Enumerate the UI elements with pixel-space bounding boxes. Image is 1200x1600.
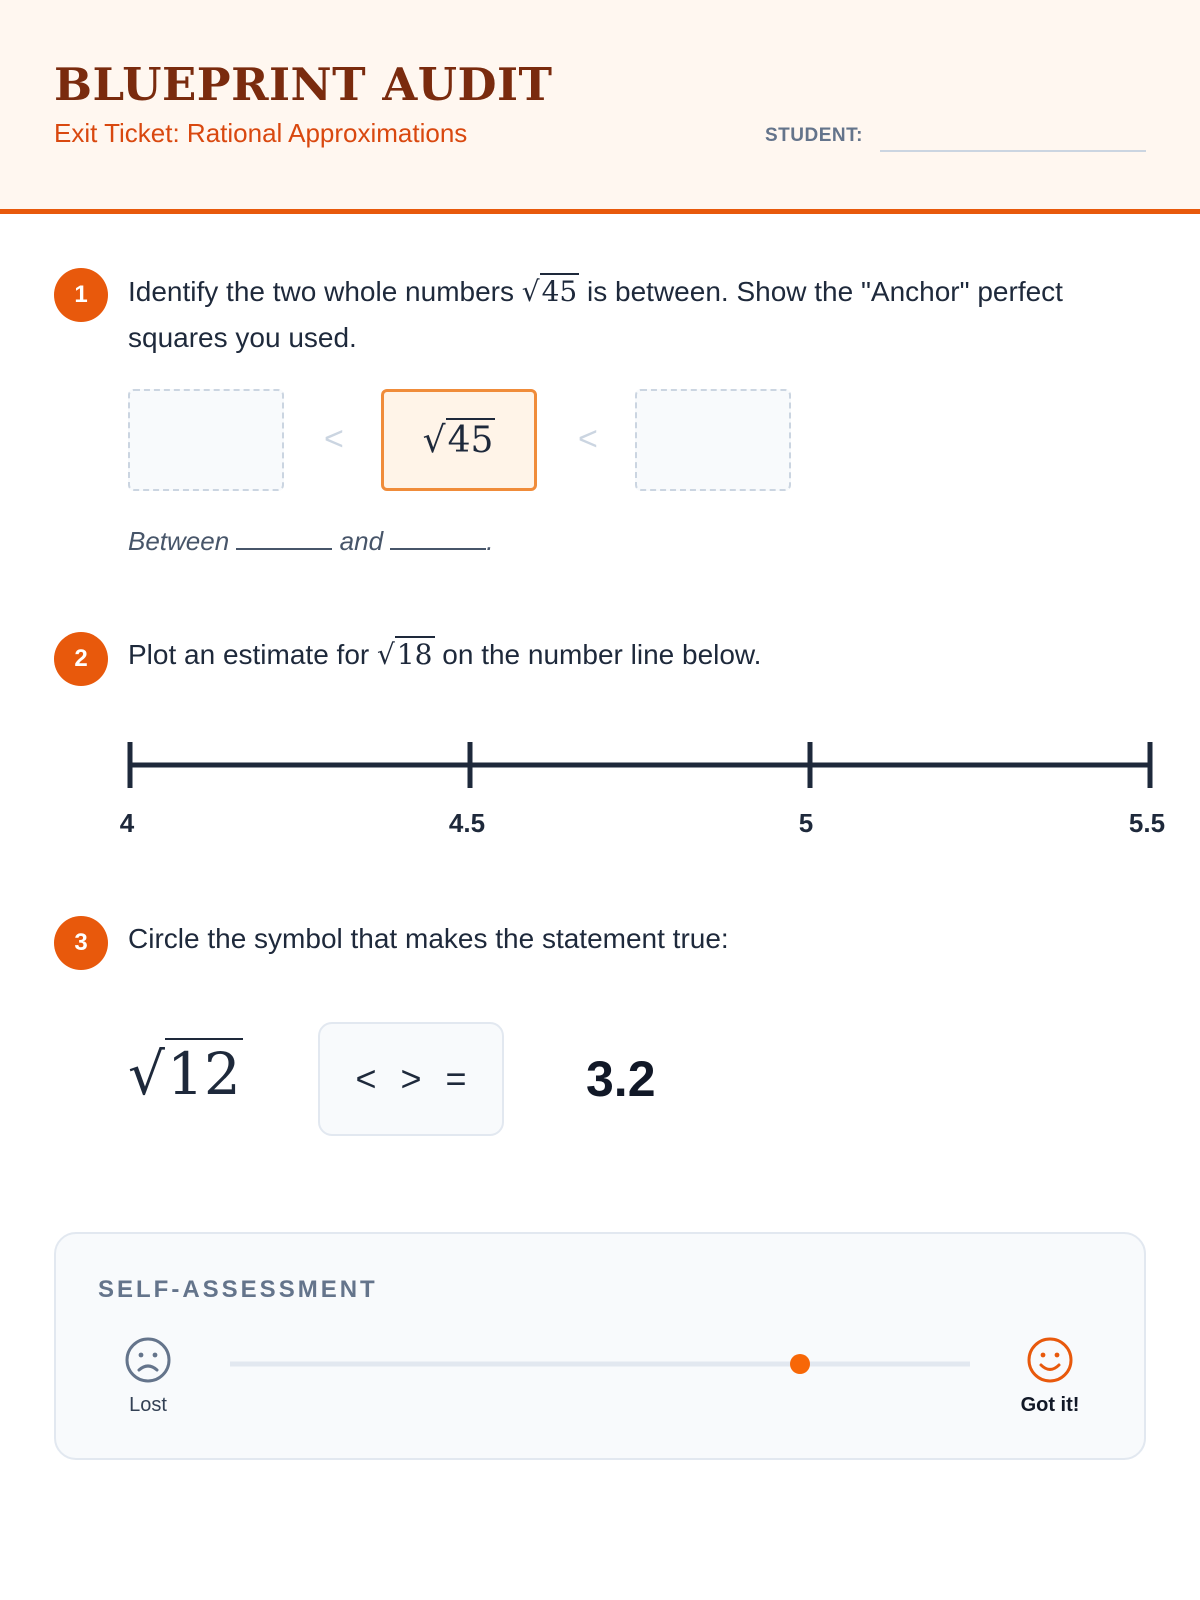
question-1-text	[128, 269, 1128, 361]
lower-anchor-box[interactable]	[128, 389, 284, 491]
less-than-symbol: <	[578, 420, 598, 458]
center-sqrt-box	[381, 389, 537, 491]
question-2-text	[128, 632, 1128, 678]
question-2-number: 2	[54, 632, 108, 686]
lower-blank[interactable]	[236, 528, 332, 550]
tick-label: 5	[798, 808, 814, 838]
lost-label: Lost	[129, 1394, 167, 1416]
question-3-number: 3	[54, 916, 108, 970]
got-it-label: Got it!	[1020, 1394, 1080, 1416]
sqrt-expression: √45	[422, 419, 494, 461]
sqrt-expression: √45	[521, 275, 578, 308]
equals-choice[interactable]: =	[445, 1058, 467, 1099]
question-1-text-after: is between. Show the "Anchor" perfect squares you used.	[128, 276, 1063, 353]
sad-face-icon[interactable]	[124, 1336, 172, 1384]
student-label: STUDENT:	[765, 125, 863, 146]
greater-than-choice[interactable]: >	[400, 1058, 422, 1099]
page-header	[0, 0, 1200, 214]
student-name-field[interactable]	[880, 150, 1146, 152]
tick-label: 5.5	[1128, 808, 1166, 838]
happy-face-icon[interactable]	[1026, 1336, 1074, 1384]
upper-anchor-box[interactable]	[635, 389, 791, 491]
upper-blank[interactable]	[390, 528, 486, 550]
self-assessment-title: SELF-ASSESSMENT	[98, 1276, 378, 1303]
slider-handle[interactable]	[790, 1354, 810, 1374]
between-sentence	[128, 526, 494, 557]
sqrt-expression: √18	[377, 638, 433, 671]
self-assessment-panel	[54, 1232, 1146, 1460]
sqrt-expression-large: √12	[128, 1040, 241, 1108]
confidence-slider[interactable]	[230, 1344, 970, 1384]
question-1-text-before: Identify the two whole numbers	[128, 276, 514, 307]
tick-label: 4	[119, 808, 135, 838]
question-1-number: 1	[54, 268, 108, 322]
comparison-value: 3.2	[586, 1051, 656, 1107]
question-2-text-before: Plot an estimate for	[128, 639, 370, 670]
page-subtitle: Exit Ticket: Rational Approximations	[54, 118, 468, 148]
and-word: and	[339, 526, 384, 556]
number-line[interactable]	[0, 730, 1200, 800]
tick-label: 4.5	[448, 808, 486, 838]
question-2-text-after: on the number line below.	[442, 639, 762, 670]
page-title: BLUEPRINT AUDIT	[54, 58, 553, 111]
question-3-text: Circle the symbol that makes the statement true:	[128, 923, 729, 954]
symbol-choice-box	[318, 1022, 504, 1136]
less-than-symbol: <	[324, 420, 344, 458]
end-punct: .	[486, 526, 494, 556]
less-than-choice[interactable]: <	[355, 1058, 377, 1099]
between-word: Between	[128, 526, 230, 556]
